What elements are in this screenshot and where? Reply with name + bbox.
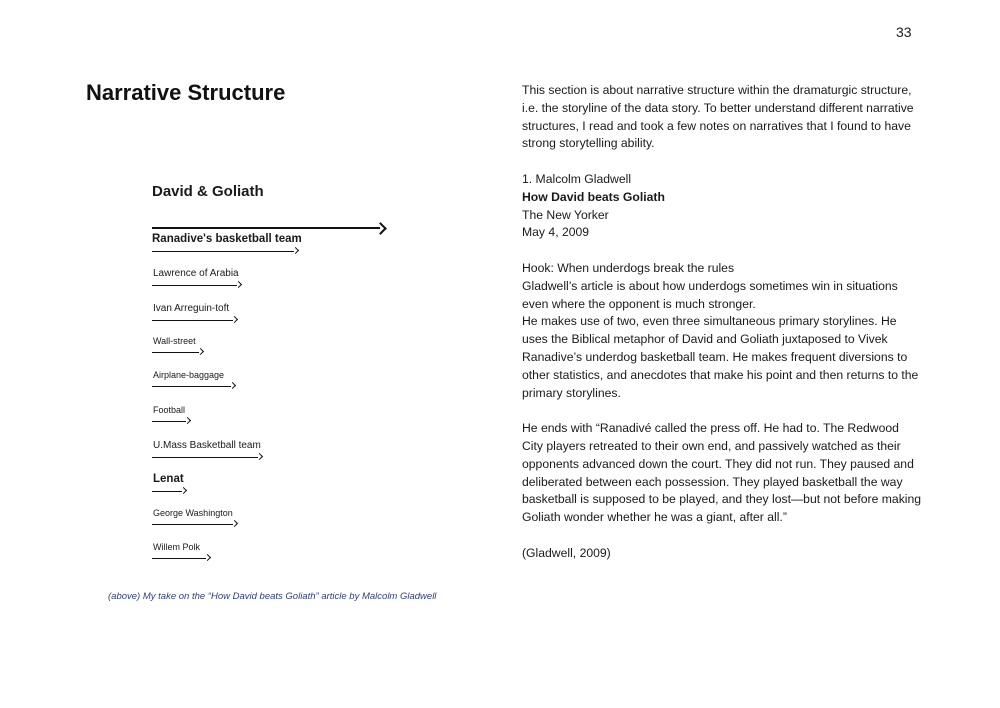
body-text bbox=[522, 82, 922, 580]
hook-line: Hook: When underdogs break the rules bbox=[522, 260, 735, 275]
source-title: How David beats Goliath bbox=[522, 189, 665, 204]
source-publication: The New Yorker bbox=[522, 207, 609, 222]
figure-caption: (above) My take on the “How David beats Goliath” article by Malcolm Gladwell bbox=[108, 591, 437, 602]
storyline-ranadive bbox=[152, 233, 302, 254]
citation: (Gladwell, 2009) bbox=[522, 545, 611, 560]
storyline-lenat bbox=[152, 473, 186, 494]
storyline-label: Ranadive's basketball team bbox=[152, 233, 302, 245]
storyline-arrow bbox=[152, 454, 262, 460]
source-author: 1. Malcolm Gladwell bbox=[522, 171, 632, 186]
storyline-label: George Washington bbox=[153, 508, 233, 518]
page-number: 33 bbox=[896, 24, 912, 40]
storyline-arrow bbox=[152, 521, 237, 527]
storyline-label: Lenat bbox=[153, 473, 184, 485]
storyline-football bbox=[152, 405, 190, 424]
storyline-arrow bbox=[152, 555, 210, 561]
summary-line-2: He makes use of two, even three simultaneous primary storylines. He uses the Biblical metaphor of David and Goliath juxtaposed to Vivek Ranadive’s underdog basketball team. He makes frequent diversions to other statistics, and anecdotes that make his point and then returns to the primary storylines. bbox=[522, 314, 919, 400]
storyline-arrow bbox=[152, 488, 186, 494]
storyline-label: Lawrence of Arabia bbox=[153, 268, 239, 279]
source-reference bbox=[522, 171, 922, 242]
analysis-paragraph bbox=[522, 260, 922, 402]
storyline-arrow bbox=[152, 418, 190, 424]
storyline-label: Wall-street bbox=[153, 336, 196, 346]
ending-quote: He ends with “Ranadivé called the press off. He had to. The Redwood City players retreated to their own end, and passively watched as their opponents advanced down the court. They did not run. They paused and deliberated between each possession. They played basketball the way basketball is supposed to be played, and they lost—but not before making Goliath wonder whether he was a giant, after all.” bbox=[522, 421, 922, 525]
storyline-arrow bbox=[152, 383, 235, 389]
storyline-label: U.Mass Basketball team bbox=[153, 440, 261, 451]
storyline-arrow bbox=[152, 248, 298, 254]
storyline-arrow bbox=[152, 349, 203, 355]
storyline-arrow bbox=[152, 282, 241, 288]
storyline-arrow bbox=[152, 317, 237, 323]
storyline-willem-polk bbox=[152, 542, 210, 561]
section-title: Narrative Structure bbox=[86, 80, 286, 105]
storyline-george-washington bbox=[152, 508, 237, 527]
diagram-title: David & Goliath bbox=[152, 183, 264, 200]
main-storyline-arrow bbox=[152, 211, 385, 233]
storyline-label: Football bbox=[153, 405, 186, 415]
source-date: May 4, 2009 bbox=[522, 225, 590, 240]
intro-paragraph: This section is about narrative structure within the dramaturgic structure, i.e. the storyline of the data story. To better understand different narrative structures, I read and took a few notes on narratives that I found to have strong storytelling ability. bbox=[522, 83, 914, 151]
summary-line-1: Gladwell’s article is about how underdogs sometimes win in situations even where the opponent is much stronger. bbox=[522, 278, 898, 311]
storyline-arreguin bbox=[152, 303, 237, 323]
storyline-umass bbox=[152, 440, 262, 460]
storyline-label: Willem Polk bbox=[153, 542, 201, 552]
storyline-wall-street bbox=[152, 336, 203, 355]
storyline-label: Airplane-baggage bbox=[153, 370, 225, 380]
storyline-label: Ivan Arreguin-toft bbox=[153, 303, 230, 314]
storyline-airplane bbox=[152, 370, 235, 389]
storyline-lawrence bbox=[152, 268, 241, 288]
